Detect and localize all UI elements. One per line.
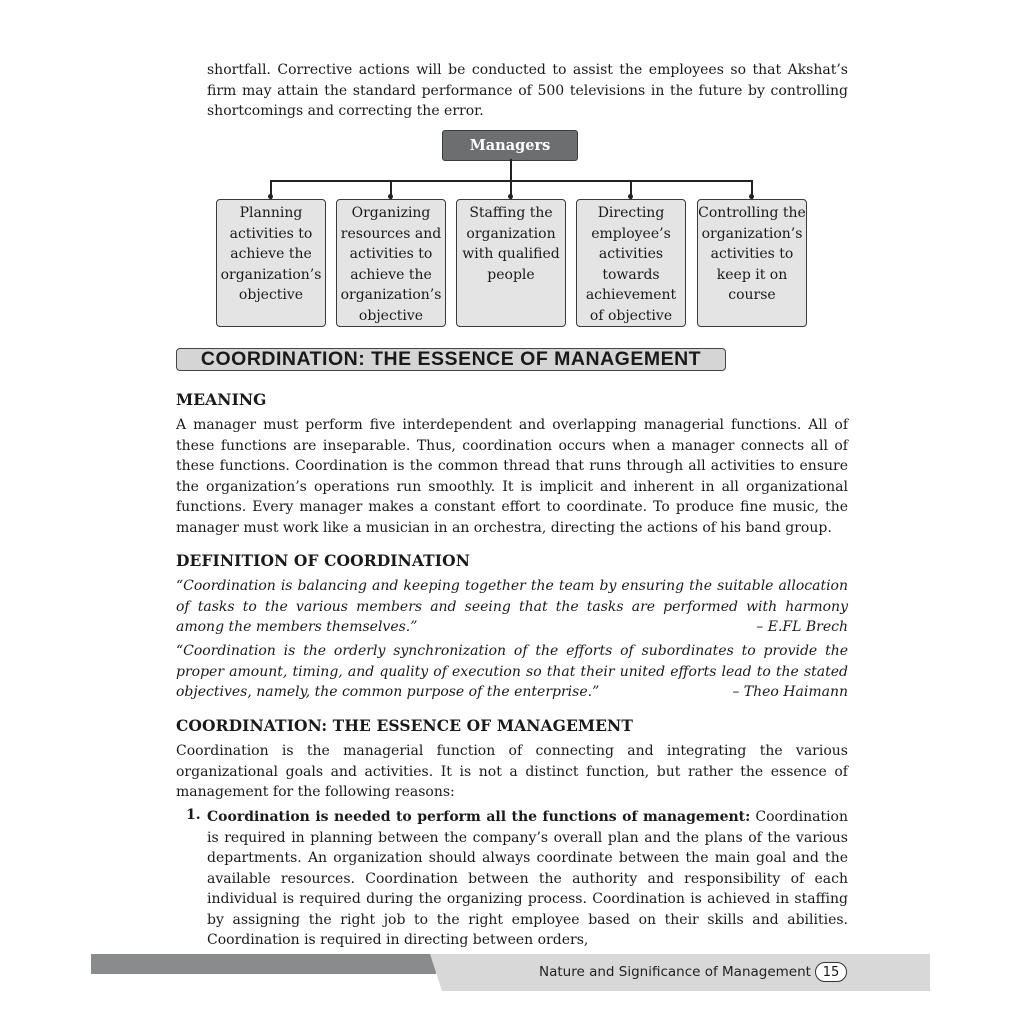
chart-box-organizing: Organizing resources and activities to achieve the organization’s objective (336, 199, 446, 327)
chart-box-directing: Directing employee’s activities towards achievement of objective (576, 199, 686, 327)
chart-box-staffing: Staffing the organization with qualified people (456, 199, 566, 327)
list-item-1 (207, 807, 848, 951)
essence-paragraph: Coordination is the managerial function of connecting and integrating the various organizational goals and activities. It is not a distinct function, but rather the essence of management for the following reasons: (176, 743, 848, 800)
meaning-heading: MEANING (176, 390, 267, 409)
definition-quote-2 (176, 641, 848, 703)
footer-chapter-title: Nature and Significance of Management (539, 964, 811, 980)
list-item-1-lead: Coordination is needed to perform all the functions of management: (207, 809, 751, 825)
chart-box-controlling: Controlling the organization’s activities to keep it on course (697, 199, 807, 327)
section-banner: COORDINATION: THE ESSENCE OF MANAGEMENT (176, 348, 726, 371)
chart-stem-line (510, 159, 512, 181)
quote-1-text: “Coordination is balancing and keeping together the team by ensuring the suitable allocation of tasks to the various members and seeing that the tasks are performed with harmony among the members themselves.” (176, 578, 848, 635)
essence-heading: COORDINATION: THE ESSENCE OF MANAGEMENT (176, 716, 633, 735)
intro-paragraph: shortfall. Corrective actions will be conducted to assist the employees so that Akshat’s firm may attain the standard performance of 500 televisions in the future by controlling shortcomings and correcting the error. (207, 62, 848, 119)
definition-heading: DEFINITION OF COORDINATION (176, 551, 470, 570)
quote-1-author: – E.FL Brech (756, 619, 848, 635)
definition-quote-1 (176, 576, 848, 638)
chart-root-managers: Managers (442, 130, 578, 161)
chart-box-planning: Planning activities to achieve the organization’s objective (216, 199, 326, 327)
footer-bar-dark (91, 954, 436, 974)
quote-2-author: – Theo Haimann (732, 684, 848, 700)
meaning-paragraph: A manager must perform five interdependent and overlapping managerial functions. All of these functions are inseparable. Thus, coordination occurs when a manager connects all of these functions. Coordination is the common thread that runs through all activities to ensure the organization’s operations run smoothly. It is implicit and inherent in all organizational functions. Every manager makes a constant effort to coordinate. To produce fine music, the manager must work like a musician in an orchestra, directing the actions of his band group. (176, 417, 848, 536)
list-number-1: 1. (186, 807, 201, 823)
page-number: 15 (815, 962, 847, 982)
list-item-1-body: Coordination is required in planning between the company’s overall plan and the plans of the various departments. An organization should always coordinate between the main goal and the available resources. Coordination between the authority and responsibility of each individual is required during the organizing process. Coordination is achieved in staffing by assigning the right job to the right employee based on their skills and abilities. Coordination is required in directing between orders, (207, 809, 848, 948)
quote-2-text: “Coordination is the orderly synchronization of the efforts of subordinates to provide the proper amount, timing, and quality of execution so that their united efforts lead to the stated objectives, namely, the common purpose of the enterprise.” (176, 643, 848, 700)
